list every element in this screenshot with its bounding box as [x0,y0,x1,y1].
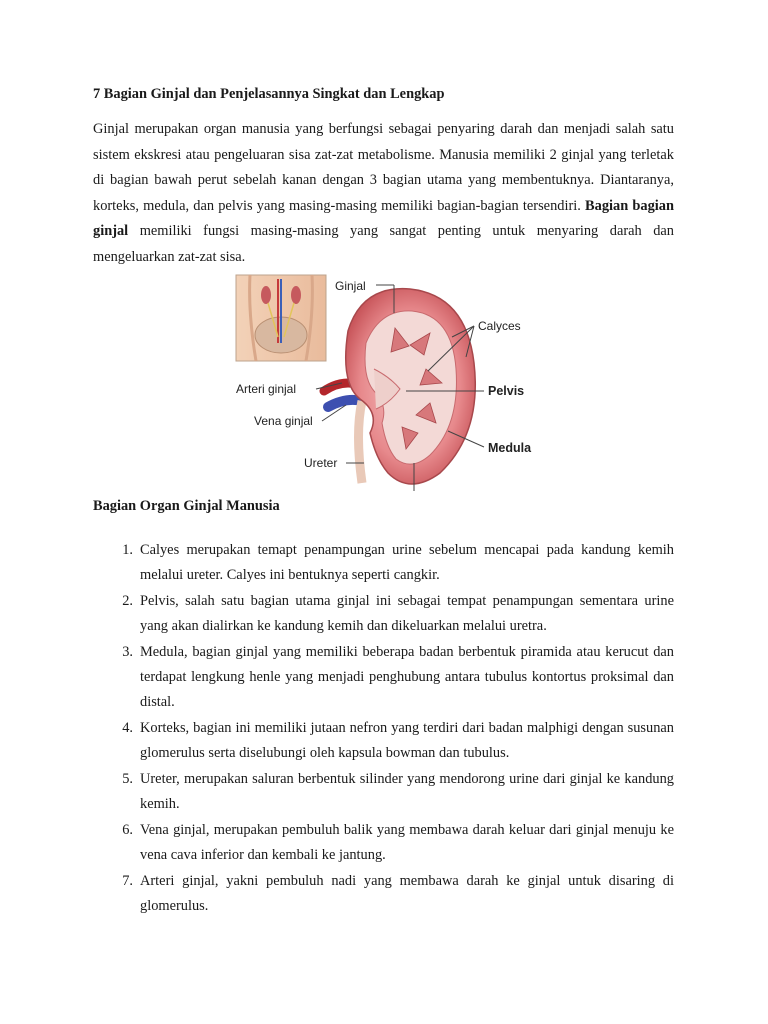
list-item-text: Pelvis, salah satu bagian utama ginjal ini sebagai tempat penampungan sementara urine yang akan dialirkan ke kandung kemih dan dikeluarkan melalui uretra. [140,592,674,635]
list-item-text: Vena ginjal, merupakan pembuluh balik yang membawa darah keluar dari ginjal menuju ke vena cava inferior dan kembali ke jantung. [140,821,674,863]
kidney-illustration [230,273,550,493]
list-item-text: Medula, bagian ginjal yang memiliki beberapa badan berbentuk piramida atau kerucut dan terdapat lengkung henle yang menjadi penghubung antara tubulus kontortus proksimal dan distal. [140,643,674,711]
intro-text-2: memiliki fungsi masing-masing yang sangat penting untuk menyaring darah dan mengeluarkan zat-zat sisa. [93,223,674,265]
label-ginjal: Ginjal [335,279,366,293]
label-ureter: Ureter [304,456,338,470]
label-pelvis: Pelvis [488,384,525,398]
list-item [93,869,674,919]
kidney-cross-section [346,289,476,484]
label-arteri-ginjal: Arteri ginjal [236,382,297,396]
kidney-parts-list [93,538,674,920]
intro-bold-term: Bagian bagian ginjal [93,197,674,240]
list-item-number: 5. [122,770,133,787]
intro-text-1: Ginjal merupakan organ manusia yang berfungsi sebagai penyaring darah dan menjadi salah satu sistem ekskresi atau pengeluaran sisa zat-zat metabolisme. Manusia memiliki 2 ginjal yang terletak di bagian bawah perut sebelah kanan dengan 3 bagian utama yang membentuknya. Diantaranya, korteks, medula, dan pelvis yang masing-masing memiliki bagian-bagian tersendiri. [93,121,674,214]
list-item-text: Arteri ginjal, yakni pembuluh nadi yang membawa darah ke ginjal untuk disaring di glomerulus. [140,872,674,914]
kidney-diagram [230,273,550,493]
list-item-number: 4. [122,719,133,736]
document-title: 7 Bagian Ginjal dan Penjelasannya Singkat dan Lengkap [93,86,445,102]
list-item-number: 7. [122,872,133,889]
intro-paragraph [93,117,674,271]
list-item [93,767,674,817]
label-vena-ginjal: Vena ginjal [254,414,313,428]
list-item-number: 3. [122,643,133,660]
list-item-text: Korteks, bagian ini memiliki jutaan nefron yang terdiri dari badan malphigi dengan susunan glomerulus serta diselubungi oleh kapsula bowman dan tubulus. [140,719,674,762]
list-item [93,589,674,639]
section-heading: Bagian Organ Ginjal Manusia [93,498,280,514]
label-medula: Medula [488,441,532,455]
list-item-number: 6. [122,821,133,838]
list-item [93,716,674,766]
body-inset-image [236,275,326,361]
list-item-number: 2. [122,592,133,609]
list-item-text: Calyes merupakan temapt penampungan urine sebelum mencapai pada kandung kemih melalui ureter. Calyes ini bentuknya seperti cangkir. [140,542,674,584]
list-item [93,538,674,588]
list-item-text: Ureter, merupakan saluran berbentuk silinder yang mendorong urine dari ginjal ke kandung kemih. [140,770,674,813]
list-item [93,818,674,868]
list-item-number: 1. [122,542,133,558]
label-calyces: Calyces [478,319,521,333]
list-item [93,640,674,716]
